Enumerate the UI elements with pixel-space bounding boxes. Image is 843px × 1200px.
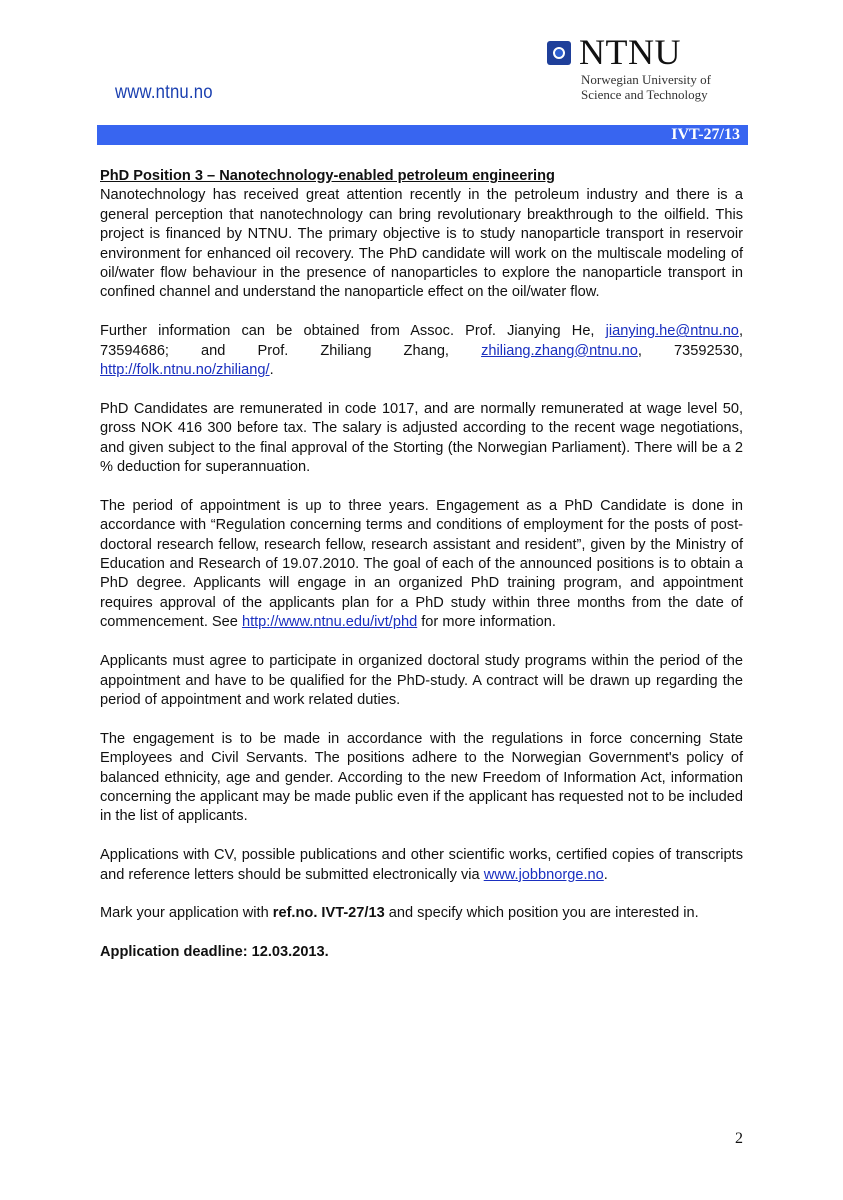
appointment-paragraph	[100, 497, 743, 633]
site-url: www.ntnu.no	[115, 82, 213, 103]
ref-number: ref.no. IVT-27/13	[272, 905, 385, 922]
applications-text: Applications with CV, possible publications and other scientific works, certified copies of transcripts and reference letters should be submitted electronically via	[100, 847, 743, 883]
deadline-paragraph	[100, 943, 743, 962]
contact-text: , 73592530,	[637, 342, 743, 359]
logo-subtitle-line2: Science and Technology	[581, 87, 708, 102]
application-deadline: Application deadline: 12.03.2013.	[100, 944, 329, 961]
phd-info-link[interactable]: http://www.ntnu.edu/ivt/phd	[241, 614, 418, 631]
jobbnorge-link[interactable]: www.jobbnorge.no	[483, 866, 604, 883]
appointment-text: for more information.	[417, 614, 556, 631]
salary-paragraph: PhD Candidates are remunerated in code 1017, and are normally remunerated at wage level 50, gross NOK 416 300 before tax. The salary is adjusted according to the recent wage negotiations, and given subject to the final approval of the Storting (the Norwegian Parliament). There will be a 2 % deduction for superannuation.	[100, 400, 743, 476]
ntnu-logo-mark-icon	[547, 41, 571, 65]
contact-text: Further information can be obtained from Assoc. Prof. Jianying He,	[100, 323, 606, 340]
mark-paragraph	[100, 904, 743, 923]
contact-text: , 73594686; and Prof. Zhiliang Zhang,	[100, 323, 743, 359]
page-number: 2	[735, 1130, 743, 1147]
intro-paragraph	[100, 167, 743, 303]
logo-subtitle	[581, 72, 711, 102]
applications-paragraph	[100, 846, 743, 885]
contact-text: .	[269, 362, 274, 379]
intro-text: Nanotechnology has received great attention recently in the petroleum industry and there is a general perception that nanotechnology can bring revolutionary breakthrough to the oilfield. This project is financed by NTNU. The primary objective is to study nanoparticle transport in reservoir environment for enhanced oil recovery. The PhD candidate will work on the multiscale modeling of oil/water flow behaviour in the presence of nanoparticles to explore the nanoparticle transport in confined channel and understand the nanoparticle effect on the oil/water flow.	[100, 187, 743, 301]
mark-text: and specify which position you are interested in.	[384, 905, 699, 922]
header-band	[97, 125, 748, 145]
section-title: PhD Position 3 – Nanotechnology-enabled petroleum engineering	[100, 168, 555, 184]
participation-paragraph: Applicants must agree to participate in organized doctoral study programs within the period of the appointment and have to be qualified for the PhD-study. A contract will be drawn up regarding the period of appointment and work related duties.	[100, 653, 743, 708]
contact-paragraph	[100, 322, 743, 380]
applications-text: .	[603, 866, 608, 883]
logo-subtitle-line1: Norwegian University of	[581, 72, 711, 87]
homepage-link-zhang[interactable]: http://folk.ntnu.no/zhiliang/	[100, 362, 270, 379]
email-link-zhang[interactable]: zhiliang.zhang@ntnu.no	[481, 342, 638, 359]
email-link-he[interactable]: jianying.he@ntnu.no	[605, 323, 739, 340]
appointment-text: The period of appointment is up to three years. Engagement as a PhD Candidate is done in accordance with “Regulation concerning terms and conditions of employment for the posts of post-doctoral research fellow, research fellow, research assistant and resident”, given by the Ministry of Education and Research of 19.07.2010. The goal of each of the announced positions is to obtain a PhD degree. Applicants will engage in an organized PhD training program, and appointment requires approval of the applicants plan for a PhD study within three months from the date of commencement. See	[100, 497, 743, 631]
reference-code: IVT-27/13	[671, 126, 740, 143]
document-body	[100, 167, 743, 982]
logo-wordmark: NTNU	[579, 32, 681, 72]
mark-text: Mark your application with	[100, 905, 273, 922]
engagement-paragraph: The engagement is to be made in accordance with the regulations in force concerning State Employees and Civil Servants. The positions adhere to the Norwegian Government's policy of balanced ethnicity, age and gender. According to the new Freedom of Information Act, information concerning the applicant may be made public even if the applicant has requested not to be included in the list of applicants.	[100, 730, 743, 825]
